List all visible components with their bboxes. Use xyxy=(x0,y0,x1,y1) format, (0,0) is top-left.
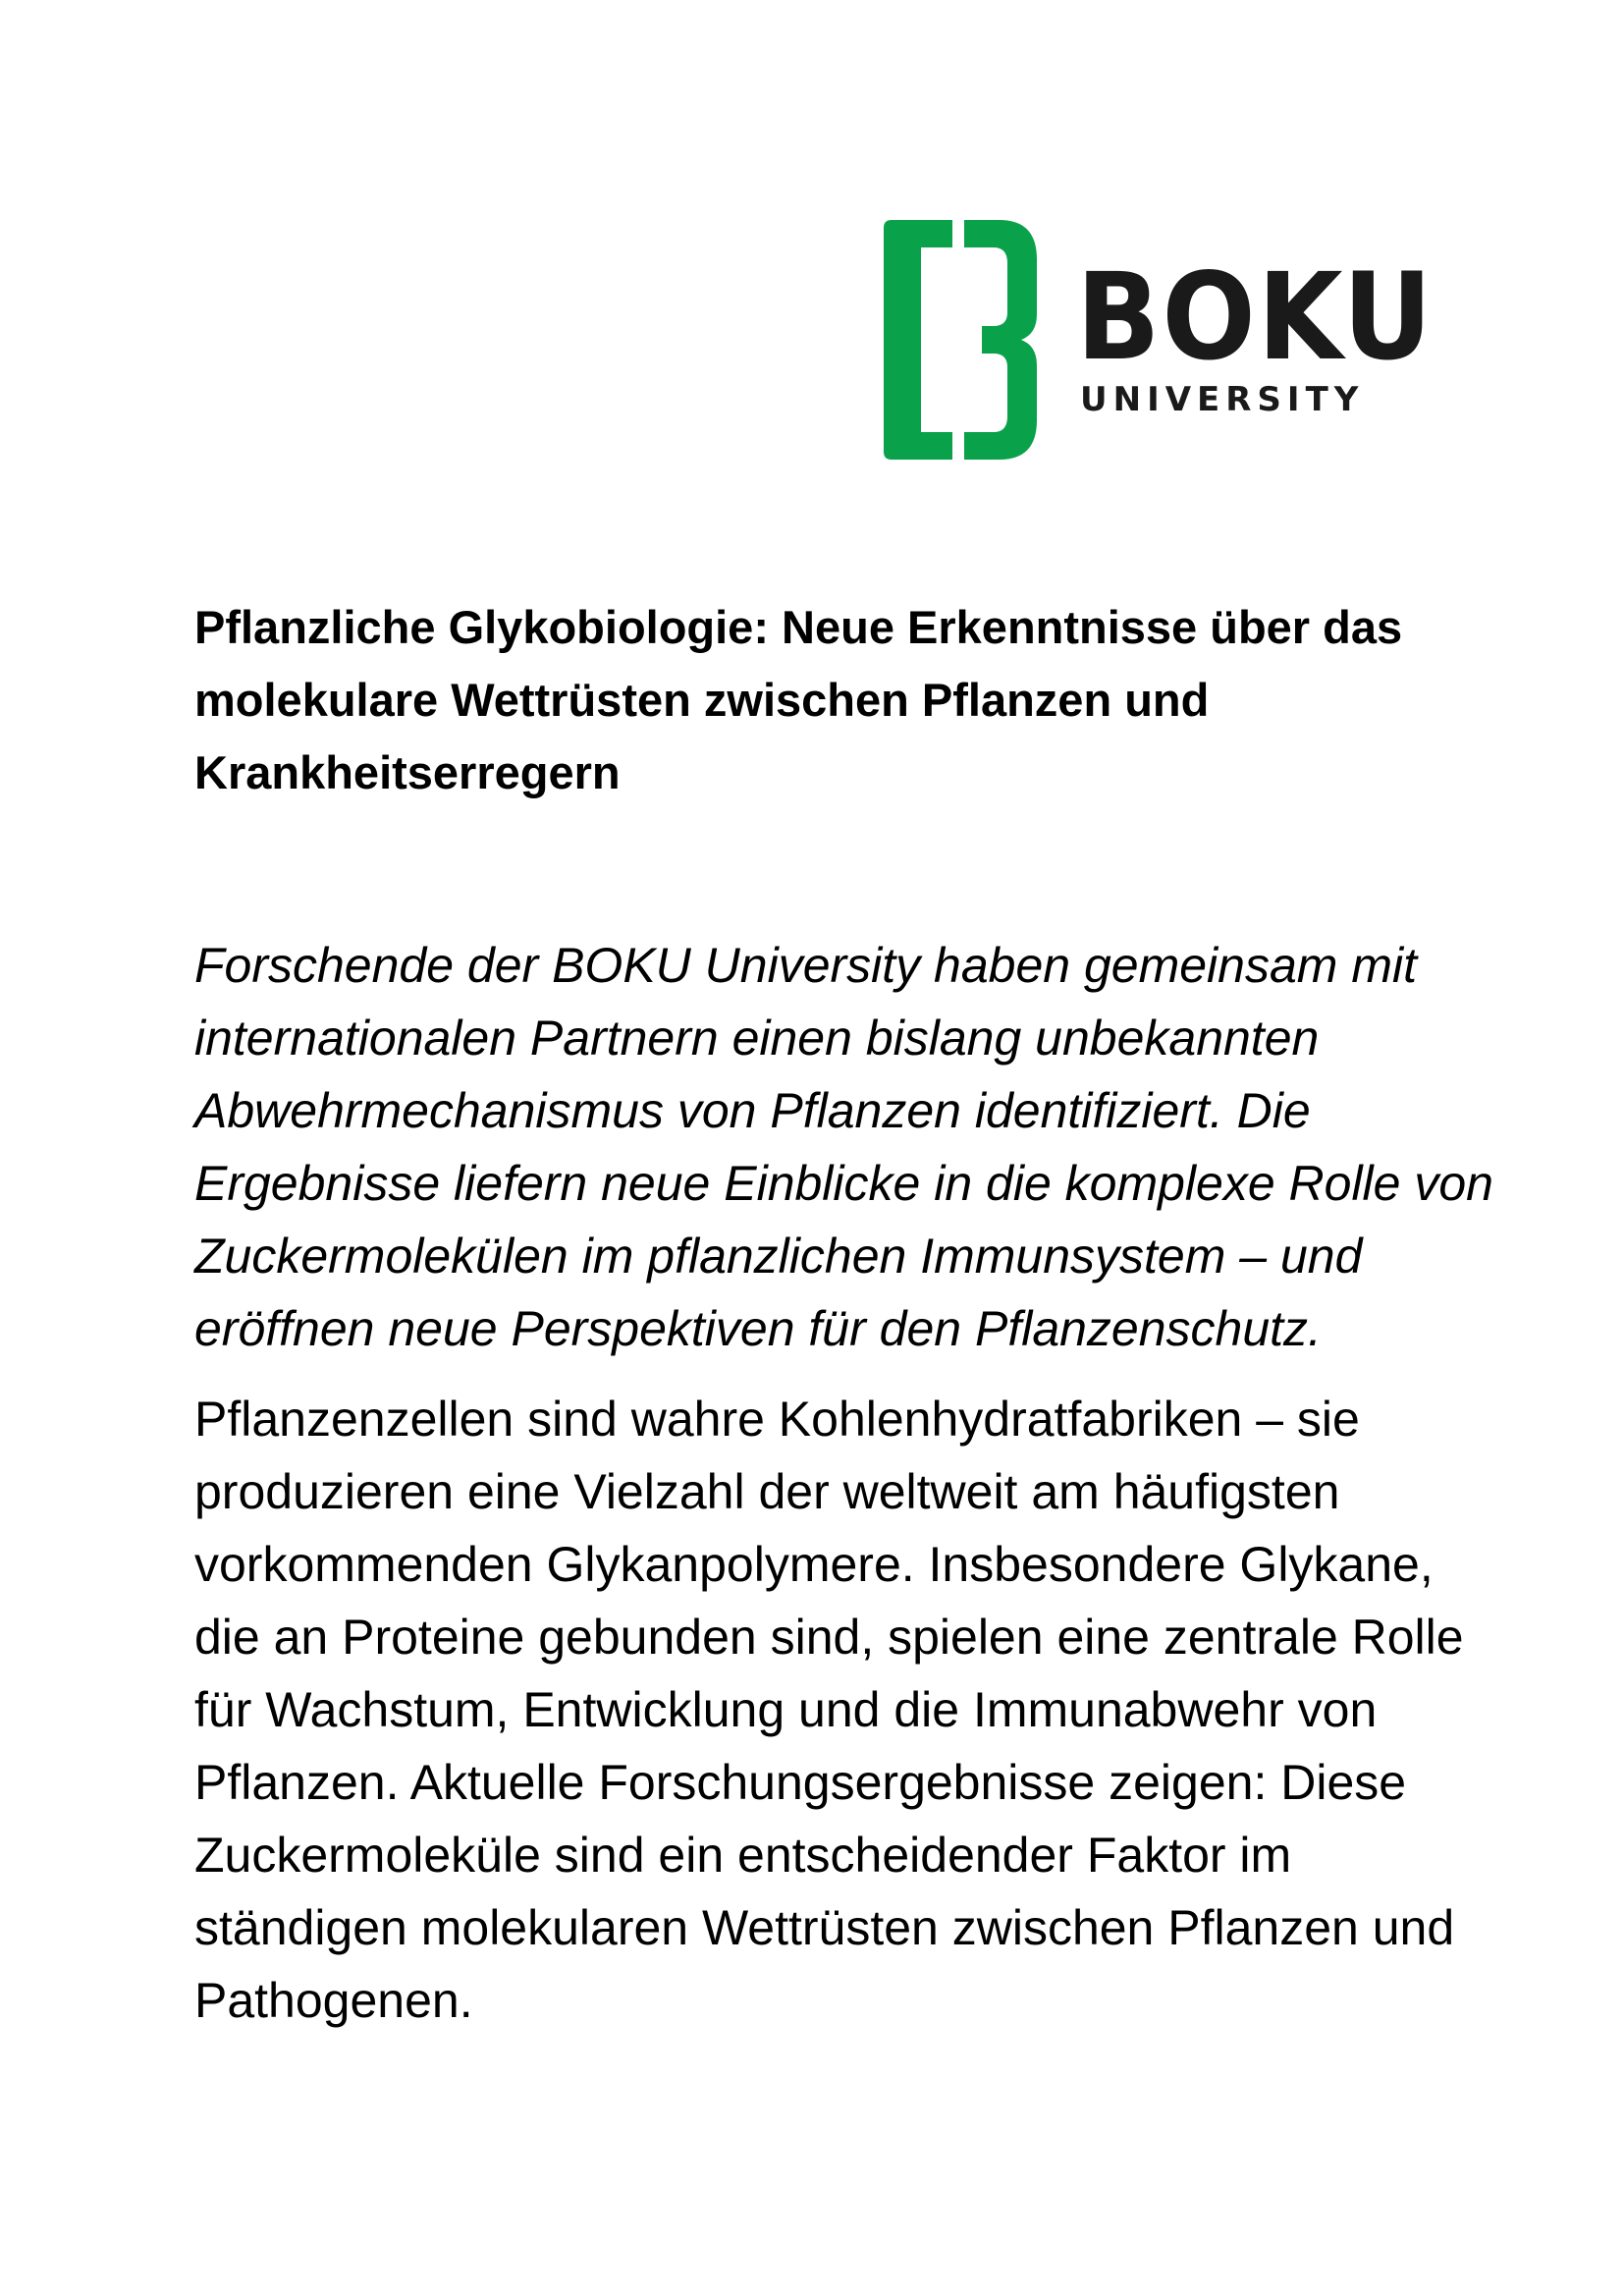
logo-wordmark: BOKU xyxy=(1076,247,1435,387)
boku-bracket-emblem xyxy=(884,220,1041,460)
article-body: Pflanzenzellen sind wahre Kohlenhydratfabriken – sie produzieren eine Vielzahl der weltweit am häufigsten vorkommenden Glykanpolymere. Insbesondere Glykane, die an Proteine gebunden sind, spielen eine zentrale Rolle für Wachstum, Entwicklung und die Immunabwehr von Pflanzen. Aktuelle Forschungsergebnisse zeigen: Diese Zuckermoleküle sind ein entscheidender Faktor im ständigen molekularen Wettrüsten zwischen Pflanzen und Pathogenen. xyxy=(194,1392,1464,2028)
article-lead: Forschende der BOKU University haben gemeinsam mit internationalen Partnern einen bislang unbekannten Abwehrmechanismus von Pflanzen identifiziert. Die Ergebnisse liefern neue Einblicke in die komplexe Rolle von Zuckermolekülen im pflanzlichen Immunsystem – und eröffnen neue Perspektiven für den Pflanzenschutz. xyxy=(194,938,1493,1356)
boku-university-logo xyxy=(884,220,1435,460)
logo-subline: UNIVERSITY xyxy=(1080,380,1365,419)
article-headline: Pflanzliche Glykobiologie: Neue Erkenntnisse über das molekulare Wettrüsten zwischen Pflanzen und Krankheitserregern xyxy=(194,601,1403,798)
